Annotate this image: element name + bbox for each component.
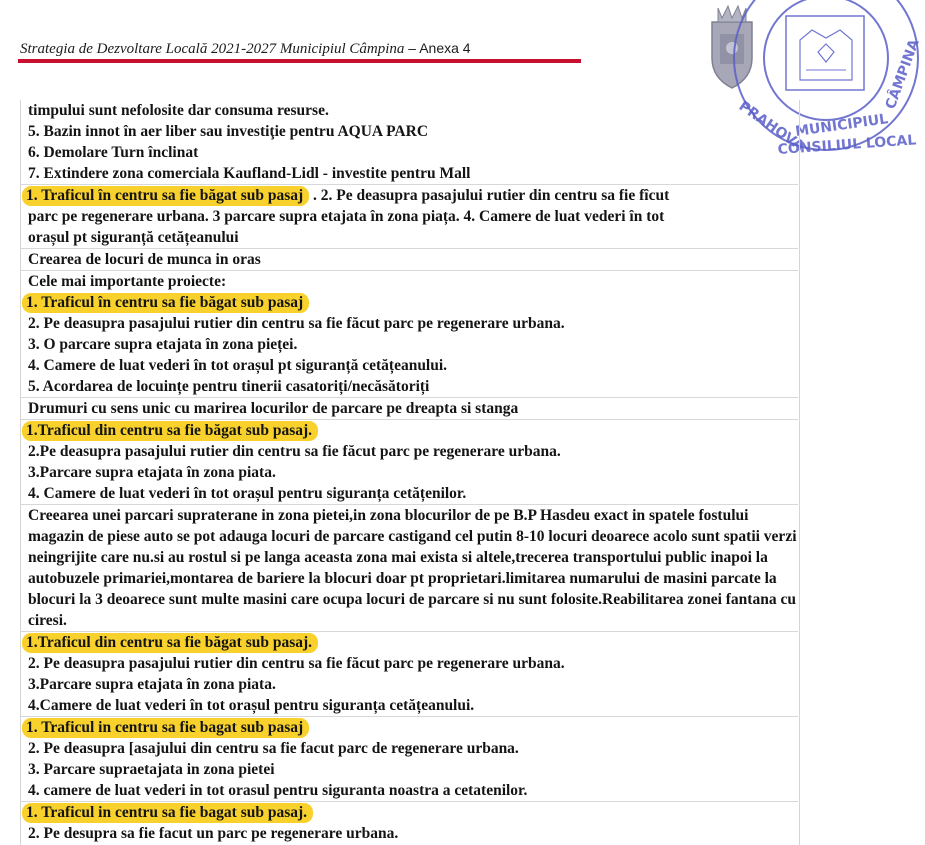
header-underline bbox=[18, 59, 581, 63]
highlighted-text: 1.Traficul din centru sa fie băgat sub pasaj. bbox=[22, 421, 318, 441]
row-paragraph: Creearea unei parcari supraterane in zona pietei,in zona blocurilor de pe B.P Hasdeu exact in spatele fostului magazin de piese auto se pot adauga locuri de parcare castigand cel putin 8-10 locuri deoarece acolo sunt spatii verzi neingrijite care nu.si au rostul si pe langa aceasta zona mai exista si altele,trecerea transportului public inapoi la autobuzele primariei,montarea de bariere la blocuri doar pt proprietari.limitarea numarului de masini parcate la blocuri la 3 deoarece sunt multe masini care ocupa locuri de parcare si nu sunt folosite.Reabilitarea zonei fantana cu ciresi. bbox=[28, 507, 797, 629]
table-row bbox=[20, 419, 798, 504]
row-line: 4. Camere de luat vederi în tot orașul pentru siguranța cetățenilor. bbox=[28, 485, 467, 502]
row-line: 4. Camere de luat vederi în tot orașul pt siguranță cetățeanului. bbox=[28, 357, 448, 374]
row-line: 4. camere de luat vederi in tot orasul pentru siguranta noastra a cetatenilor. bbox=[28, 782, 528, 799]
row-line: 3. Parcare supraetajata in zona pietei bbox=[28, 761, 275, 778]
header-annex: – Anexa 4 bbox=[404, 40, 471, 56]
responses-table bbox=[20, 100, 798, 844]
table-row bbox=[20, 397, 798, 419]
table-row bbox=[20, 100, 798, 184]
row-line: 7. Extindere zona comerciala Kaufland-Lidl - investite pentru Mall bbox=[28, 165, 471, 182]
row-line: Drumuri cu sens unic cu marirea locurilor de parcare pe dreapta si stanga bbox=[28, 400, 519, 417]
row-line: 5. Bazin innot în aer liber sau investiţie pentru AQUA PARC bbox=[28, 123, 429, 140]
table-row bbox=[20, 248, 798, 270]
row-line: timpului sunt nefolosite dar consuma resurse. bbox=[28, 102, 329, 119]
row-line: 6. Demolare Turn înclinat bbox=[28, 144, 199, 161]
highlighted-text: 1. Traficul în centru sa fie băgat sub pasaj bbox=[22, 293, 309, 313]
table-row bbox=[20, 801, 798, 844]
table-row bbox=[20, 184, 798, 248]
highlighted-text: 1. Traficul in centru sa fie bagat sub pasaj. bbox=[22, 803, 313, 823]
row-line: 2. Pe deasupra [asajului din centru sa fie facut parc de regenerare urbana. bbox=[28, 740, 519, 757]
row-line: parc pe regenerare urbana. 3 parcare supra etajata în zona piața. 4. Camere de luat vederi în tot bbox=[28, 208, 665, 225]
row-line: 2. Pe deasupra pasajului rutier din centru sa fie făcut parc pe regenerare urbana. bbox=[28, 655, 565, 672]
row-line: 2. Pe deasupra pasajului rutier din centru sa fie făcut parc pe regenerare urbana. bbox=[28, 315, 565, 332]
table-row bbox=[20, 716, 798, 801]
svg-text:CONSILIUL LOCAL: CONSILIUL LOCAL bbox=[777, 132, 917, 158]
row-line: orașul pt siguranță cetățeanului bbox=[28, 229, 239, 246]
table-row bbox=[20, 504, 798, 631]
row-line: 4.Camere de luat vederi în tot orașul pentru siguranța cetățeanului. bbox=[28, 697, 475, 714]
highlighted-text: 1. Traficul în centru sa fie băgat sub pasaj bbox=[22, 186, 309, 206]
row-line: 2. Pe desupra sa fie facut un parc pe regenerare urbana. bbox=[28, 825, 399, 842]
svg-text:CÂMPINA: CÂMPINA bbox=[882, 37, 923, 112]
header-title: Strategia de Dezvoltare Locală 2021-2027 Municipiul Câmpina bbox=[20, 41, 405, 57]
svg-text:MUNICIPIUL: MUNICIPIUL bbox=[794, 111, 890, 140]
table-row bbox=[20, 270, 798, 397]
row-line: 5. Acordarea de locuințe pentru tinerii casatoriți/necăsătoriți bbox=[28, 378, 430, 395]
highlighted-text: 1. Traficul in centru sa fie bagat sub pasaj bbox=[22, 718, 309, 738]
row-text: . 2. Pe deasupra pasajului rutier din centru sa fie fîcut bbox=[309, 187, 670, 204]
row-line: Cele mai importante proiecte: bbox=[28, 273, 227, 290]
row-line: Crearea de locuri de munca in oras bbox=[28, 251, 261, 268]
table-row bbox=[20, 631, 798, 716]
row-line: 3. O parcare supra etajata în zona pieței. bbox=[28, 336, 298, 353]
svg-text:PRAHOVA: PRAHOVA bbox=[735, 98, 808, 155]
row-line: 3.Parcare supra etajata în zona piata. bbox=[28, 464, 276, 481]
document-header bbox=[20, 40, 471, 58]
row-line: 3.Parcare supra etajata în zona piata. bbox=[28, 676, 276, 693]
row-line: 2.Pe deasupra pasajului rutier din centru sa fie făcut parc pe regenerare urbana. bbox=[28, 443, 561, 460]
highlighted-text: 1.Traficul din centru sa fie băgat sub pasaj. bbox=[22, 633, 318, 653]
